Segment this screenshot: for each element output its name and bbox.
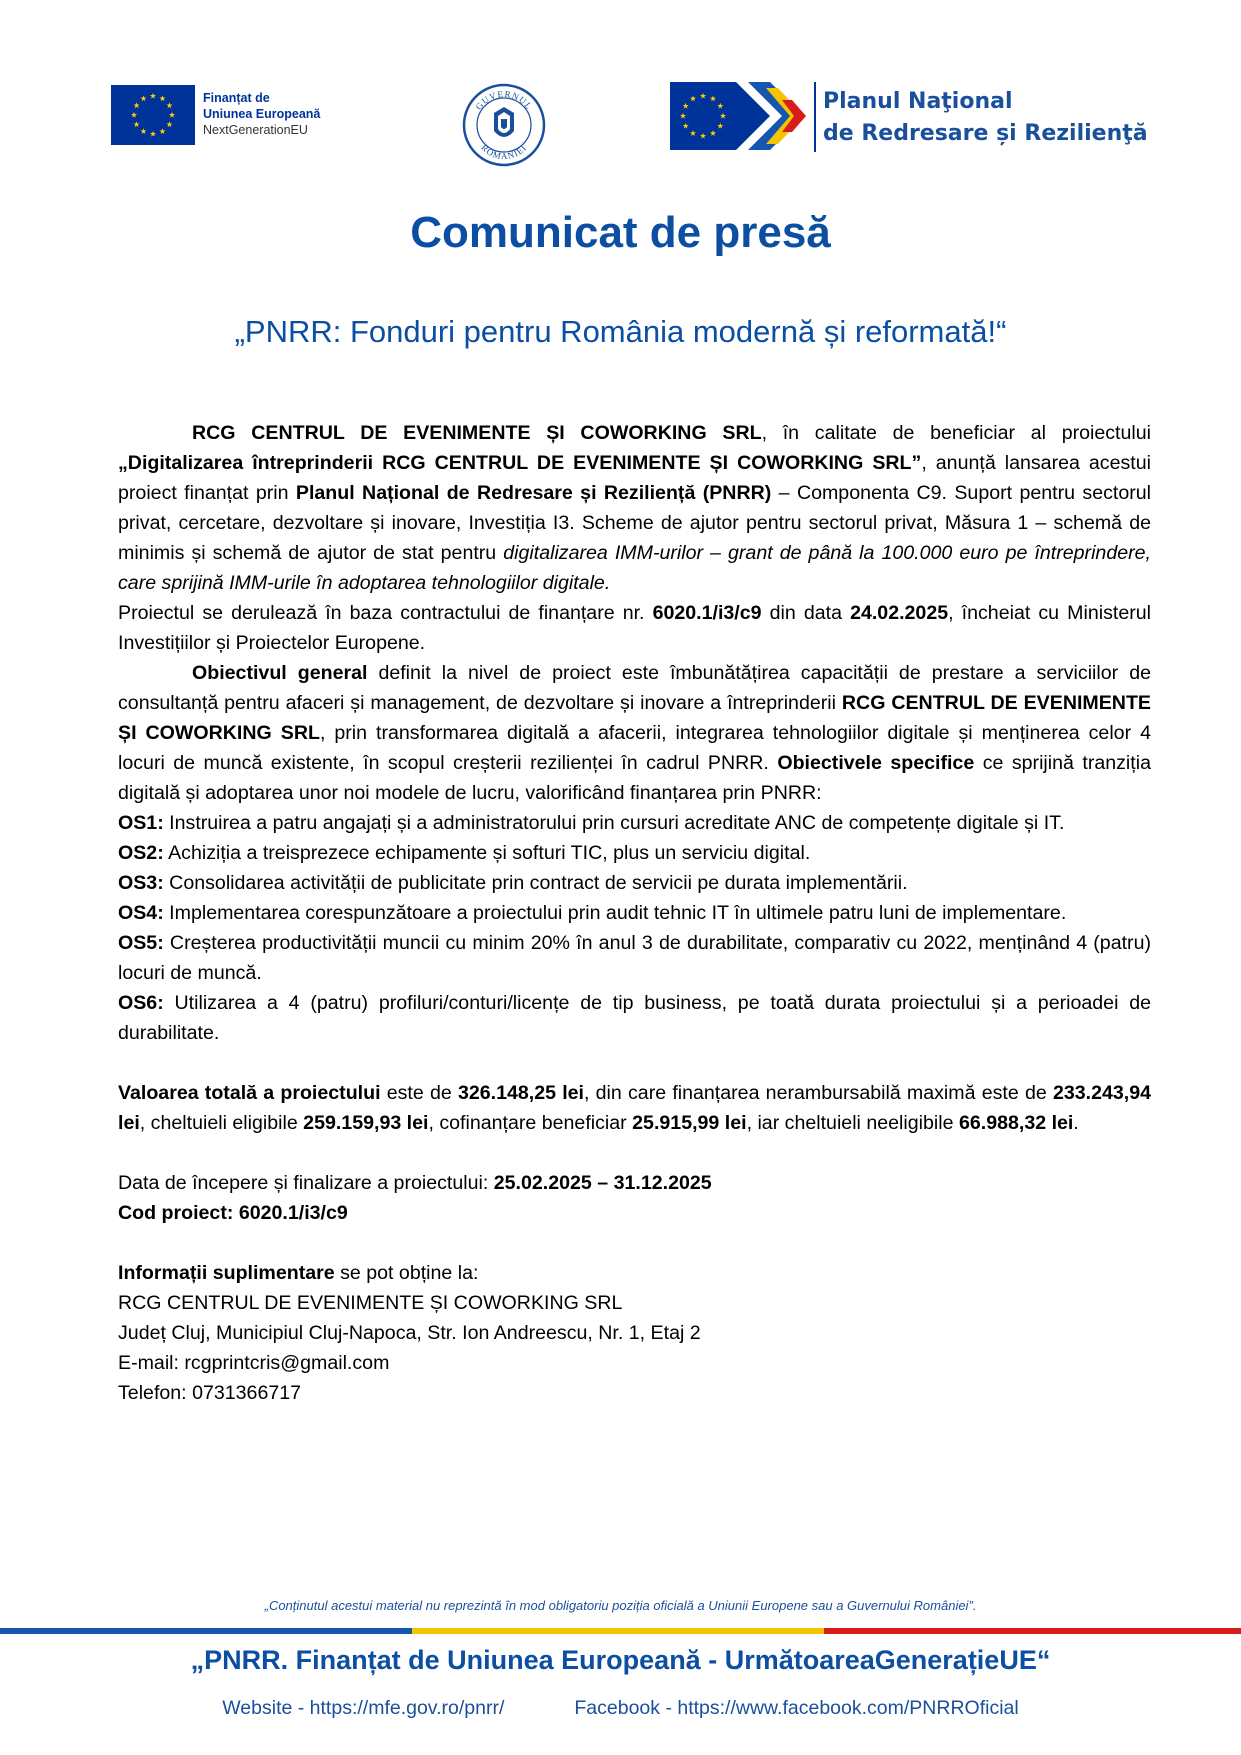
value-text-1: este de: [380, 1082, 458, 1104]
eu-funding-label: [203, 90, 320, 138]
government-seal-icon: [462, 83, 546, 167]
dates-line: [118, 1168, 1151, 1198]
objective-item: [118, 898, 1151, 928]
value-text-5: , iar cheltuieli neeligibile: [746, 1112, 959, 1134]
objective-text: Consolidarea activității de publicitate prin contract de servicii pe durata implementării.: [163, 872, 908, 894]
contract-number: 6020.1/i3/c9: [652, 602, 762, 624]
info-label: Informații suplimentare: [118, 1262, 335, 1284]
info-email: E-mail: rcgprintcris@gmail.com: [118, 1352, 390, 1374]
objective-code: OS2:: [118, 842, 164, 864]
footer-links: [0, 1697, 1241, 1720]
eu-line-1: Finanțat de: [203, 91, 270, 105]
intro-text-4: digitalizarea IMM-urilor – grant de până la 100.000 euro pe întreprindere, care sprijină IMM-urile în adoptarea tehnologiilor digitale.: [118, 542, 1151, 594]
intro-text-2: , anunță lansarea acestui proiect finanțat prin: [118, 452, 1151, 504]
intro-text-3: – Componenta C9. Suport pentru sectorul privat, cercetare, dezvoltare și inovare, Investiția I3. Scheme de ajutor pentru sectorul privat, Măsura 1 – schemă de minimis și schemă de ajutor de stat pentru: [118, 482, 1152, 564]
value-text-4: , cofinanțare beneficiar: [428, 1112, 633, 1134]
pnrr-program-name: [823, 86, 1148, 150]
intro-company: RCG CENTRUL DE EVENIMENTE ȘI COWORKING SRL: [192, 422, 762, 444]
objective-item: [118, 928, 1151, 988]
dates-range: 25.02.2025 – 31.12.2025: [493, 1172, 712, 1194]
svg-text:ROMÂNIEI: [479, 142, 528, 161]
info-address: Județ Cluj, Municipiul Cluj-Napoca, Str. Ion Andreescu, Nr. 1, Etaj 2: [118, 1322, 701, 1344]
eligible-value: 259.159,93 lei: [303, 1112, 429, 1134]
ineligible-value: 66.988,32 lei: [958, 1112, 1074, 1134]
project-code: Cod proiect: 6020.1/i3/c9: [118, 1202, 348, 1224]
objective-item: [118, 808, 1151, 838]
value-text-2: , din care finanțarea nerambursabilă maximă este de: [584, 1082, 1053, 1104]
flag-rule-blue: [0, 1628, 412, 1634]
objective-code: OS4:: [118, 902, 164, 924]
intro-program: Planul Național de Redresare și Reziliență (PNRR): [295, 482, 772, 504]
objective-text: Achiziția a treisprezece echipamente și softuri TIC, plus un serviciu digital.: [163, 842, 811, 864]
objective-label: Obiectivul general: [192, 662, 368, 684]
intro-text-1: , în calitate de beneficiar al proiectului: [761, 422, 1152, 444]
spacer: [118, 1138, 1151, 1168]
flag-rule-red: [824, 1628, 1241, 1634]
website-link[interactable]: Website - https://mfe.gov.ro/pnrr/: [222, 1697, 505, 1719]
facebook-link[interactable]: Facebook - https://www.facebook.com/PNRROficial: [574, 1697, 1019, 1719]
pnrr-separator: [814, 82, 816, 152]
objective-item: [118, 838, 1151, 868]
grant-value: 233.243,94 lei: [118, 1082, 1152, 1134]
specific-objectives-label: Obiectivele specifice: [777, 752, 975, 774]
eu-line-2: Uniunea Europeană: [203, 107, 321, 121]
value-paragraph: [118, 1078, 1151, 1138]
value-text-6: .: [1073, 1112, 1079, 1134]
contract-date: 24.02.2025: [850, 602, 949, 624]
value-text-3: , cheltuieli eligibile: [139, 1112, 304, 1134]
objective-text-2: , prin transformarea digitală a afacerii, integrarea tehnologiilor digitale și menținerea celor 4 locuri de muncă existente, în scopul creșterii rezilienței în cadrul PNRR.: [118, 722, 1151, 774]
intro-project: „Digitalizarea întreprinderii RCG CENTRUL DE EVENIMENTE ȘI COWORKING SRL”: [118, 452, 922, 474]
flag-rule-yellow: [412, 1628, 824, 1634]
intro-paragraph: [118, 418, 1151, 598]
contract-text-3: , încheiat cu Ministerul Investițiilor și Proiectelor Europene.: [118, 602, 1151, 654]
objective-code: OS1:: [118, 812, 164, 834]
objective-text-3: ce sprijină tranziția digitală și adoptarea unor noi modele de lucru, valorificând finanțarea prin PNRR:: [118, 752, 1151, 804]
objective-item: [118, 868, 1151, 898]
objective-paragraph: [118, 658, 1151, 808]
objective-item: [118, 988, 1151, 1048]
objective-text: Creșterea productivității muncii cu minim 20% în anul 3 de durabilitate, comparativ cu 2022, menținând 4 (patru) locuri de muncă.: [118, 932, 1151, 984]
objective-text: Instruirea a patru angajați și a administratorului prin cursuri acreditate ANC de competențe digitale și IT.: [163, 812, 1065, 834]
cofinancing-value: 25.915,99 lei: [632, 1112, 747, 1134]
objective-company: RCG CENTRUL DE EVENIMENTE ȘI COWORKING SRL: [118, 692, 1151, 744]
dates-label: Data de începere și finalizare a proiectului:: [118, 1172, 494, 1194]
pnrr-line-1: Planul Naţional: [823, 89, 1013, 114]
objective-code: OS5:: [118, 932, 164, 954]
press-release-body: [118, 418, 1151, 1408]
disclaimer: „Conținutul acestui material nu reprezintă în mod obligatoriu poziția oficială a Uniunii Europene sau a Guvernului României”.: [264, 1598, 977, 1613]
total-value: 326.148,25 lei: [457, 1082, 585, 1104]
pnrr-line-2: de Redresare și Rezilienţă: [823, 121, 1148, 146]
contract-text-2: din data: [761, 602, 851, 624]
spacer: [118, 1048, 1151, 1078]
seal-top-text: GUVERNUL: [473, 88, 535, 112]
pnrr-logo-icon: [670, 78, 810, 154]
value-label: Valoarea totală a proiectului: [118, 1082, 381, 1104]
spacer: [118, 1228, 1151, 1258]
footer-slogan: „PNRR. Finanțat de Uniunea Europeană - UrmătoareaGenerațieUE“: [190, 1645, 1051, 1675]
page-subtitle: „PNRR: Fonduri pentru România modernă și reformată!“: [234, 314, 1007, 349]
info-heading: [118, 1258, 1151, 1288]
info-text: se pot obține la:: [334, 1262, 479, 1284]
objective-code: OS6:: [118, 992, 164, 1014]
objective-text: Implementarea corespunzătoare a proiectului prin audit tehnic IT în ultimele patru luni de implementare.: [163, 902, 1067, 924]
page-title: Comunicat de presă: [410, 208, 831, 257]
objective-code: OS3:: [118, 872, 164, 894]
contract-text-1: Proiectul se derulează în baza contractului de finanțare nr.: [118, 602, 653, 624]
info-company: RCG CENTRUL DE EVENIMENTE ȘI COWORKING SRL: [118, 1292, 623, 1314]
eu-flag-icon: [111, 85, 195, 145]
objective-text-1: definit la nivel de proiect este îmbunătățirea capacității de prestare a serviciilor de consultanță pentru afaceri și management, de dezvoltare și inovare a întreprinderii: [118, 662, 1151, 714]
objective-text: Utilizarea a 4 (patru) profiluri/conturi/licențe de tip business, pe toată durata proiectului și a perioadei de durabilitate.: [118, 992, 1151, 1044]
contract-paragraph: [118, 598, 1151, 658]
info-phone: Telefon: 0731366717: [118, 1382, 302, 1404]
seal-bottom-text: ROMÂNIEI: [479, 142, 529, 162]
eu-line-3: NextGenerationEU: [203, 123, 308, 137]
project-code-line: [118, 1198, 1151, 1228]
